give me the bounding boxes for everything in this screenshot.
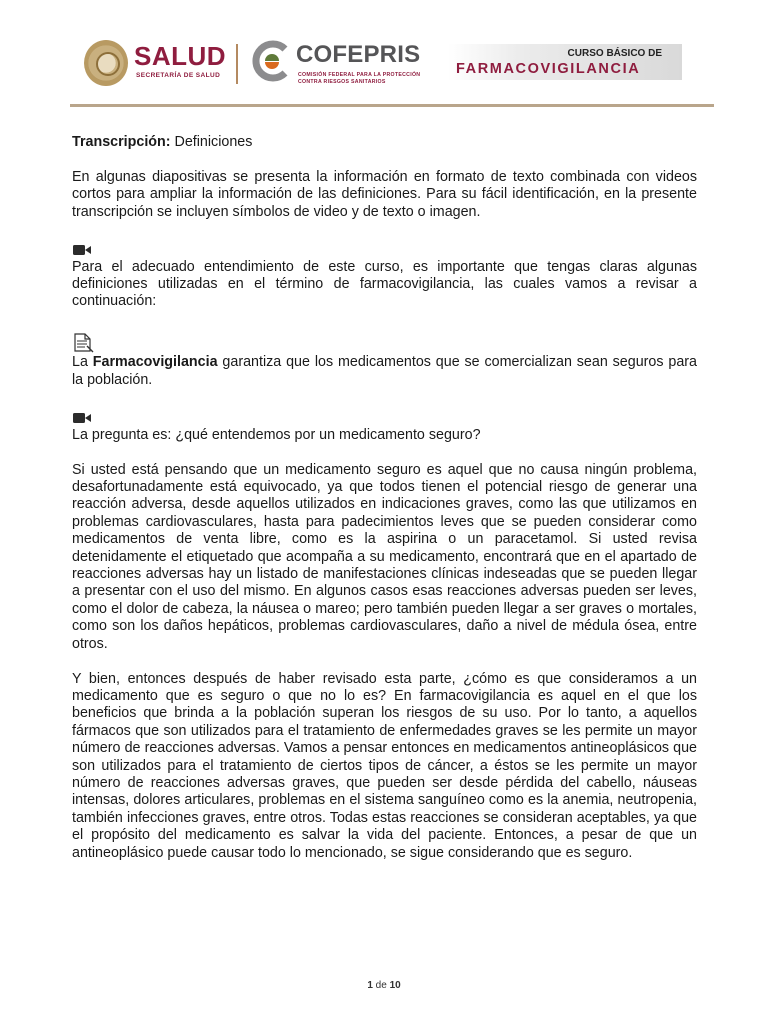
cofepris-name: COFEPRIS [296,41,421,68]
cofepris-subtitle-2: CONTRA RIESGOS SANITARIOS [298,79,386,85]
paragraph-farmacovigilancia [72,354,697,389]
salud-logo [84,38,234,90]
salud-subtitle: SECRETARÍA DE SALUD [136,72,221,79]
logo-divider [236,44,238,84]
cofepris-subtitle-1: COMISIÓN FEDERAL PARA LA PROTECCIÓN [298,72,421,78]
p3-post: garantiza que los medicamentos que se comercializan sean seguros para la población. [72,354,697,388]
cofepris-logo [250,38,450,90]
term-farmacovigilancia: Farmacovigilancia [92,354,218,371]
document-icon [72,332,94,354]
page-number [0,980,768,991]
page-current: 1 [367,980,373,991]
page-total: 10 [389,980,401,991]
transcript-heading [72,134,697,151]
salud-name: SALUD [134,41,227,71]
header-rule [70,104,714,107]
page-of: de [375,980,387,991]
video-icon [72,411,92,425]
mexico-seal-icon [84,40,128,86]
transcript-heading-value: Definiciones [170,134,253,150]
paragraph-intro: En algunas diapositivas se presenta la información en formato de texto combinada con videos cortos para ampliar la información de las definiciones. Para su fácil identificación, en la presente transcripción se incluyen símbolos de video y de texto o imagen. [72,168,697,220]
course-banner-top: CURSO BÁSICO DE [567,48,662,59]
p3-pre: La [72,354,93,371]
paragraph-definitions: Para el adecuado entendimiento de este curso, es importante que tengas claras algunas definiciones utilizadas en el término de farmacovigilancia, las cuales vamos a revisar a continuación: [72,258,697,310]
paragraph-risk: Si usted está pensando que un medicamento seguro es aquel que no causa ningún problema, desafortunadamente está equivocado, ya que todos tienen el potencial riesgo de generar una reacción adversa, desde aquellos utilizados en indicaciones graves, como las que utilizamos en problemas cardiovasculares, hasta para padecimientos leves que se pueden considerar como medicamentos de venta libre, como es la aspirina o un paracetamol. Si usted revisa detenidamente el etiquetado que acompaña a su medicamento, encontrará que en el apartado de reacciones adversas hay un listado de manifestaciones clínicas indeseadas que se pueden llegar a presentar con el uso del mismo. En algunos casos esas reacciones adversas pueden ser leves, como el dolor de cabeza, la náusea o mareo; pero también pueden llegar a ser graves o mortales, como son los daños hepáticos, problemas cardiovasculares, daño a nivel de médula ósea, entre otros. [72,461,697,652]
video-icon [72,243,92,257]
cofepris-mark-icon [252,40,290,82]
paragraph-question: La pregunta es: ¿qué entendemos por un medicamento seguro? [72,426,481,443]
transcript-body [72,134,697,862]
transcript-heading-label: Transcripción: [72,134,171,150]
page-header [72,34,712,98]
course-banner [448,44,682,80]
course-banner-title: FARMACOVIGILANCIA [456,61,641,77]
paragraph-safety: Y bien, entonces después de haber revisado esta parte, ¿cómo es que consideramos a un medicamento que es seguro o que no lo es? En farmacovigilancia es aquel en el que los beneficios que brinda a la población superan los riesgos de su uso. Por lo tanto, a aquellos fármacos que son utilizados para el tratamiento de enfermedades graves se les permite un mayor número de reacciones adversas. Vamos a pensar entonces en medicamentos antineoplásicos que son utilizados para el tratamiento de ciertos tipos de cáncer, a éstos se les permite un mayor número de reacciones adversas graves, que pueden ser desde pérdida del cabello, náuseas intensas, dolores articulares, problemas en el sistema sanguíneo como es la anemia, neutropenia, también infecciones graves, entre otros. Todas estas reacciones se consideran aceptables, ya que el propósito del medicamento es salvar la vida del paciente. Entonces, a pesar de que un antineoplásico puede causar todo lo mencionado, se sigue considerando que es seguro. [72,670,697,861]
